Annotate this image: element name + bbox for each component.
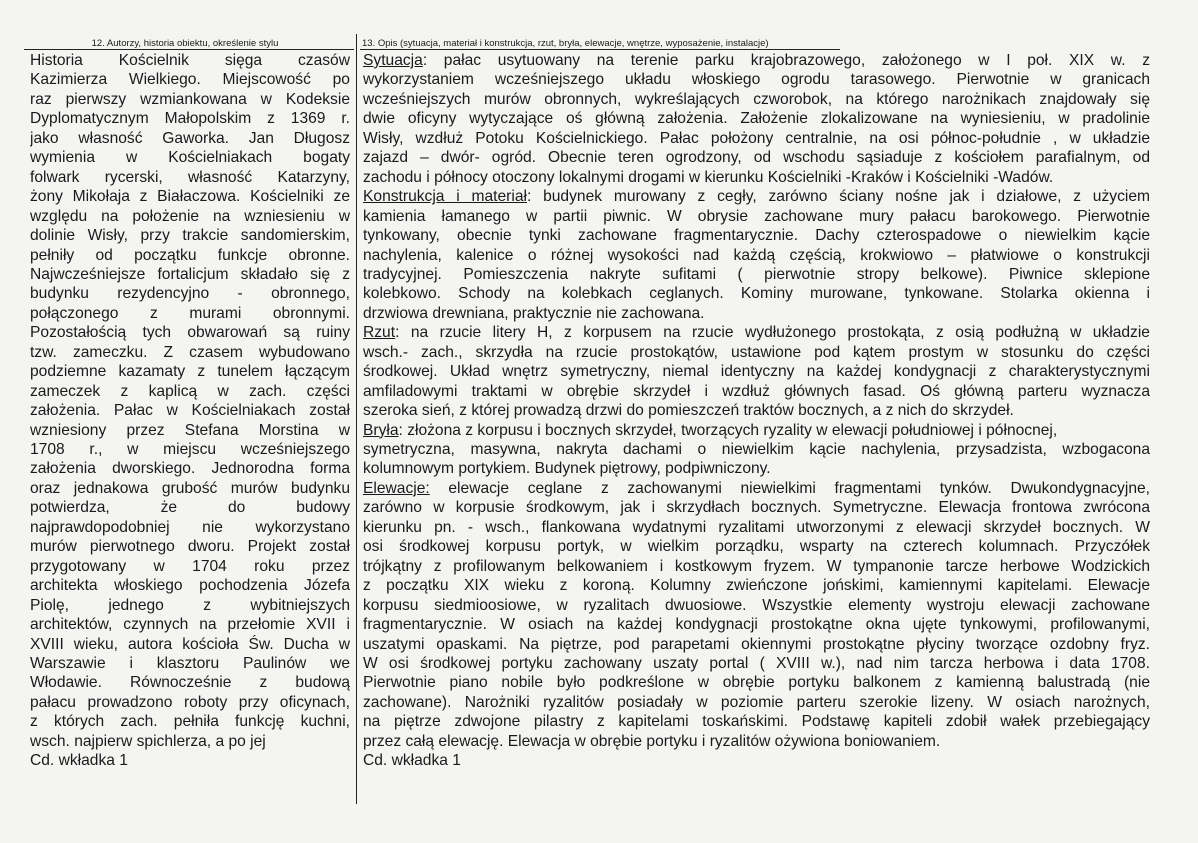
history-line: wzniesiony przez Stefana Morstina w: [30, 421, 350, 439]
history-line: wymienia w Kościelniakach bogaty: [30, 149, 350, 167]
description-line: [363, 304, 1150, 323]
history-line: Włodawie. Równocześnie z budową: [30, 674, 350, 692]
description-text: dwie oficyny wytyczające oś główną założenia. Założenie zlokalizowane na wyniesieniu, w pradolinie: [363, 110, 1150, 128]
description-text: kamienia łamanego w partii piwnic. W obrysie zachowane mury pałacu barokowego. Pierwotnie: [363, 207, 1150, 225]
description-line: [363, 323, 1150, 342]
history-line: architekta włoskiego pochodzenia Józefa: [30, 577, 350, 595]
section-label: Sytuacja: [363, 52, 423, 69]
history-line: Kazimierza Wielkiego. Miejscowość po: [30, 71, 350, 89]
history-line: tzw. zameczku. Z czasem wybudowano: [30, 343, 350, 361]
description-text: : pałac usytuowany na terenie parku krajobrazowego, założonego w I poł. XIX w. z: [422, 52, 1150, 69]
description-line: [363, 51, 1150, 70]
description-line: [363, 90, 1150, 109]
history-line: dolinie Wisły, przy trakcie sandomierskim,: [30, 227, 350, 245]
description-text: Wisły, wzdłuż Potoku Kościelnickiego. Pałac położony centralnie, na osi północ-południe , w układzie: [363, 129, 1150, 147]
history-line: Warszawie i klasztoru Paulinów we: [30, 654, 350, 672]
description-line: [363, 459, 1150, 478]
history-line: XVIII wieku, autora kościoła Św. Ducha w: [30, 635, 350, 653]
description-line: [363, 673, 1150, 692]
description-text: fragmentarycznie. W osiach na każdej kondygnacji prostokątne okna ujęte tynkowymi, profilowanymi,: [363, 616, 1150, 634]
right-column-header: 13. Opis (sytuacja, materiał i konstrukcja, rzut, bryła, elewacje, wnętrze, wyposażenie, instalacje): [362, 38, 769, 49]
description-text: wykorzystaniem wcześniejszego układu włoskiego ogrodu tarasowego. Pierwotnie w granicach: [363, 71, 1150, 89]
history-line: Historia Kościelnik sięga czasów: [30, 52, 350, 69]
description-line: [363, 382, 1150, 401]
description-line: [363, 109, 1150, 128]
section-label: Elewacje:: [363, 479, 430, 497]
description-line: [363, 615, 1150, 634]
description-text: zarówno w korpusie środkowym, jak i skrzydłach bocznych. Symetryczne. Elewacja frontowa zwrócona: [363, 499, 1150, 517]
history-line: budynku rezydencyjno - obronnego,: [30, 285, 350, 303]
history-line: połączonego z murami obronnymi.: [30, 304, 350, 322]
section-label: Bryła: [363, 421, 399, 439]
description-line: [363, 576, 1150, 595]
history-line: założenia. Pałac w Kościelniakach został: [30, 402, 350, 420]
column-divider: [356, 34, 357, 804]
history-line: najprawdopodobniej nie wykorzystano: [30, 518, 350, 536]
description-text: kierunku pn. - wsch., flankowana wydatnymi ryzalitami utworzonymi z elewacji skrzydeł bocznych. W: [363, 518, 1150, 536]
history-line: podziemne kazamaty z tunelem łączącym: [30, 363, 350, 381]
description-line: [363, 693, 1150, 712]
description-text: Pierwotnie piano nobile było podkreślone w obrębie portyku balkonem z kamienną balustradą (nie: [363, 674, 1150, 692]
description-line: [363, 518, 1150, 537]
history-line: folwark rycerski, własność Katarzyny,: [30, 168, 350, 186]
description-text: kolebkowo. Schody na kolebkach ceglanych. Kominy murowane, tynkowane. Stolarka okienna i: [363, 285, 1150, 303]
description-text: : złożona z korpusu i bocznych skrzydeł, tworzących ryzality w elewacji południowej i północnej,: [398, 421, 1058, 439]
description-line: [363, 70, 1150, 89]
description-line: [363, 654, 1150, 673]
description-text: wsch.- zach., skrzydła na rzucie prostokątów, ustawione pod kątem prostym w stosunku do części: [363, 343, 1150, 361]
description-line: [363, 712, 1150, 731]
description-line: [363, 401, 1150, 420]
description-line: [363, 226, 1150, 245]
description-text: zachowane). Narożniki ryzalitów posiadały w poziomie parteru szerokie lizeny. W osiach narożnych,: [363, 693, 1150, 711]
history-line: pełniły od początku funkcje obronne.: [30, 246, 350, 264]
history-line: z których zach. pełniła funkcję kuchni,: [30, 713, 350, 731]
description-text: : na rzucie litery H, z korpusem na rzucie wydłużonego prostokąta, z osią podłużną w układzie: [395, 324, 1150, 342]
description-line: [363, 129, 1150, 148]
description-text: nachylenia, kalenice o różnej wysokości nad każdą częścią, krokwiowo – płatwiowe o konstrukcji: [363, 246, 1150, 264]
description-line: [363, 635, 1150, 654]
history-line: potwierdza, że do budowy: [30, 499, 350, 517]
left-column-header: 12. Autorzy, historia obiektu, określenie stylu: [91, 38, 279, 49]
description-line: [363, 207, 1150, 226]
description-text: środkowej. Układ wnętrz symetryczny, niemal identyczny na każdej kondygnacji z charakterystycznymi: [363, 363, 1150, 381]
description-text: zachodu i północy otoczony lokalnymi drogami w kierunku Kościelniki -Kraków i Kościelniki -Wadów.: [363, 168, 1054, 186]
description-line: [363, 362, 1150, 381]
description-line: [363, 557, 1150, 576]
description-line: [363, 498, 1150, 517]
history-line: żony Mikołaja z Białaczowa. Kościelniki ze: [30, 188, 350, 206]
description-text: elewacje ceglane z zachowanymi niewielkimi fragmentami tynków. Dwukondygnacyjne,: [429, 479, 1150, 497]
description-text: trójkątny z profilowanym belkowaniem i kostkowym fryzem. W tympanonie tarcze herbowe Wodzickich: [363, 557, 1150, 575]
description-line: [363, 537, 1150, 556]
description-text: : budynek murowany z cegły, zarówno ściany nośne jak i działowe, z użyciem: [526, 188, 1150, 206]
history-line: jako własność Gaworka. Jan Długosz: [30, 129, 350, 147]
description-line: [363, 187, 1150, 206]
description-text: osi środkowej korpusu portyk, w wielkim porządku, wsparty na czterech kolumnach. Przyczółek: [363, 538, 1150, 556]
description-text: przez całą elewację. Elewacja w obrębie portyku i ryzalitów ożywiona boniowaniem.: [363, 732, 941, 750]
history-line: architektów, czynnych na przełomie XVII i: [30, 616, 350, 634]
description-line: [363, 265, 1150, 284]
description-line: [363, 343, 1150, 362]
history-line: Dyplomatycznym Małopolskim z 1369 r.: [30, 110, 350, 128]
description-line: [363, 284, 1150, 303]
history-line: Pozostałością tych obwarowań są ruiny: [30, 324, 350, 342]
right-continuation-note: Cd. wkładka 1: [363, 752, 461, 770]
description-text: szeroka sień, z której prowadzą drzwi do pomieszczeń traktów bocznych, a z nich do skrzydeł.: [363, 402, 1014, 420]
description-text: kolumnowym portykiem. Budynek piętrowy, podpiwniczony.: [363, 460, 771, 478]
section-label: Konstrukcja i materiał: [363, 188, 527, 206]
description-text: tynkowany, obecnie tynki zachowane fragmentarycznie. Dachy czterospadowe o niewielkim kącie: [363, 227, 1150, 245]
history-line: pałacu prowadzono roboty przy oficynach,: [30, 693, 350, 711]
description-line: [363, 479, 1150, 498]
description-text: W osi środkowej portyku zachowany uszaty portal ( XVIII w.), nad nim tarcza herbowa i data 1708.: [363, 654, 1150, 672]
description-text: uszatymi opaskami. Na piętrze, pod parapetami okiennymi prostokątne płyciny tworzące ozdobny fryz.: [363, 635, 1150, 653]
left-continuation-note: Cd. wkładka 1: [30, 752, 128, 770]
description-text: drzwiowa drewniana, praktycznie nie zachowana.: [363, 304, 705, 322]
description-text: zajazd – dwór- ogród. Obecnie teren ogrodzony, od wschodu sąsiaduje z kościołem parafialnym, od: [363, 149, 1150, 167]
description-text: z początku XIX wieku z koroną. Kolumny zwieńczone jońskimi, kamiennymi kapitelami. Elewacje: [363, 577, 1150, 595]
history-line: murów pierwotnego dworu. Projekt został: [30, 538, 350, 556]
description-text: amfiladowymi traktami w obrębie skrzydeł i wzdłuż głównych fasad. Oś główną parteru wyznacza: [363, 382, 1150, 400]
description-line: [363, 440, 1150, 459]
history-line: przygotowany w 1704 roku przez: [30, 557, 350, 575]
right-header-rule: [360, 49, 840, 50]
description-line: [363, 732, 1150, 751]
description-text: symetryczna, masywna, nakryta dachami o niewielkim kącie nachylenia, przysadzista, wzbogacona: [363, 441, 1150, 458]
history-line: założenia dworskiego. Jednorodna forma: [30, 460, 350, 478]
history-line: Piolę, jednego z wybitniejszych: [30, 596, 350, 614]
left-header-rule: [24, 49, 354, 50]
section-label: Rzut: [363, 324, 396, 342]
description-text: korpusu siedmioosiowe, w ryzalitach dwuosiowe. Wszystkie elementy wystroju elewacji zachowane: [363, 596, 1150, 614]
history-line: względu na położenie na wzniesieniu w: [30, 207, 350, 225]
history-line: zameczek z kaplicą w zach. części: [30, 382, 350, 400]
history-line: raz pierwszy wzmiankowana w Kodeksie: [30, 90, 350, 108]
description-line: [363, 168, 1150, 187]
history-line: 1708 r., w miejscu wcześniejszego: [30, 441, 350, 458]
description-line: [363, 148, 1150, 167]
description-line: [363, 596, 1150, 615]
history-line: Najwcześniejsze fortalicjum składało się z: [30, 265, 350, 283]
description-text: tradycyjnej. Pomieszczenia nakryte sufitami ( pierwotnie stropy belkowe). Piwnice sklepione: [363, 265, 1150, 283]
description-text: na piętrze zdwojone pilastry z kapitelami toskańskimi. Podstawę kapiteli zdobił wałek przebiegający: [363, 713, 1150, 731]
history-line: wsch. najpierw spichlerza, a po jej: [30, 732, 266, 750]
history-line: oraz jednakowa grubość murów budynku: [30, 479, 350, 497]
description-text: wcześniejszych murów obronnych, wykreślających czworobok, na którego narożnikach znajdowały się: [363, 90, 1150, 108]
description-line: [363, 246, 1150, 265]
description-line: [363, 421, 1150, 440]
